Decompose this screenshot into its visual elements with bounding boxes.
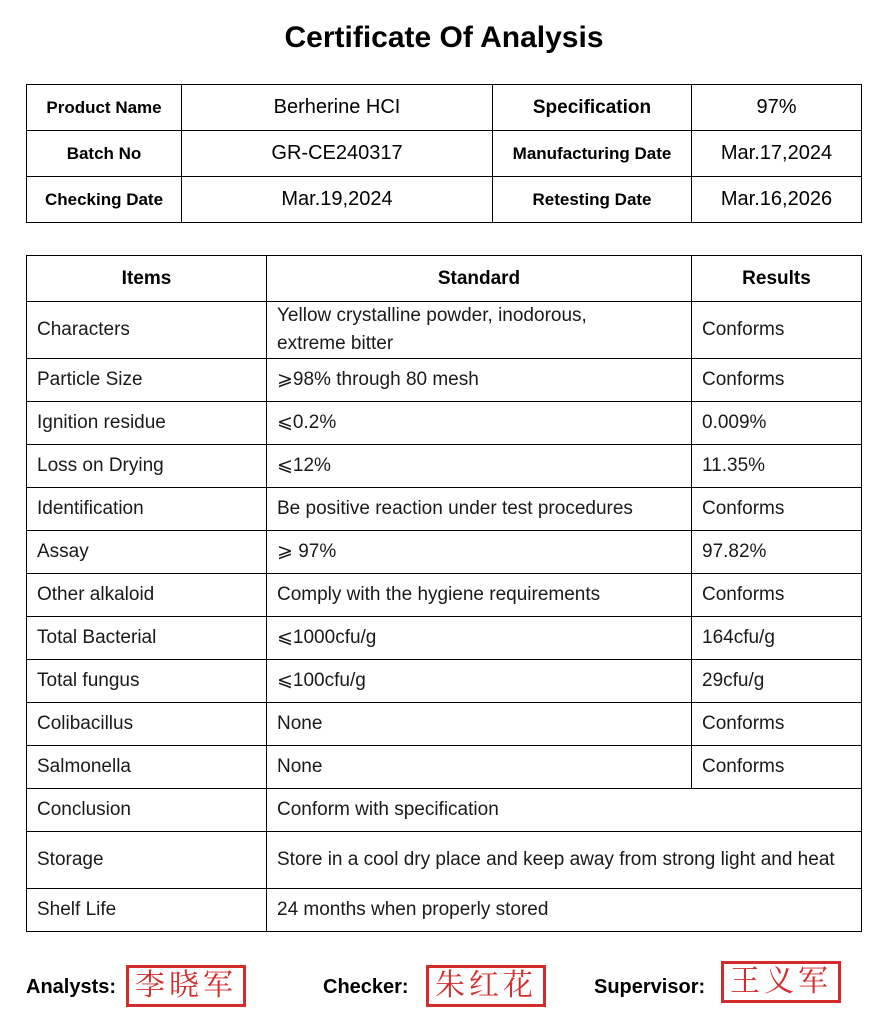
checker-label: Checker:	[323, 976, 409, 998]
checking-date-label: Checking Date	[27, 177, 182, 223]
result-cell: Conforms	[692, 359, 862, 402]
standard-cell: ⩽12%	[267, 445, 692, 488]
standard-cell: Comply with the hygiene requirements	[267, 574, 692, 617]
info-row	[27, 131, 862, 177]
info-row	[27, 85, 862, 131]
result-cell: 11.35%	[692, 445, 862, 488]
result-cell: 0.009%	[692, 402, 862, 445]
result-cell: Conforms	[692, 703, 862, 746]
result-cell: Conforms	[692, 746, 862, 789]
table-row	[27, 574, 862, 617]
signature-row	[0, 960, 888, 1014]
table-row	[27, 746, 862, 789]
table-row	[27, 703, 862, 746]
result-cell: Conforms	[692, 302, 862, 359]
standard-cell: None	[267, 703, 692, 746]
conclusion-label: Conclusion	[27, 789, 267, 832]
conclusion-row	[27, 789, 862, 832]
standard-cell: Yellow crystalline powder, inodorous, extreme bitter	[267, 302, 692, 359]
analysts-seal: 李晓军	[126, 965, 246, 1007]
result-cell: 97.82%	[692, 531, 862, 574]
item-cell: Total fungus	[27, 660, 267, 703]
standard-cell: ⩽100cfu/g	[267, 660, 692, 703]
manufacturing-date-value: Mar.17,2024	[692, 131, 862, 177]
supervisor-label: Supervisor:	[594, 976, 706, 998]
table-row	[27, 617, 862, 660]
shelf-life-value: 24 months when properly stored	[267, 889, 862, 932]
item-cell: Identification	[27, 488, 267, 531]
info-row	[27, 177, 862, 223]
standard-cell: ⩾98% through 80 mesh	[267, 359, 692, 402]
conclusion-value: Conform with specification	[267, 789, 862, 832]
supervisor-seal: 王义军	[721, 961, 841, 1003]
retesting-date-value: Mar.16,2026	[692, 177, 862, 223]
table-row	[27, 359, 862, 402]
item-cell: Total Bacterial	[27, 617, 267, 660]
table-row	[27, 402, 862, 445]
storage-label: Storage	[27, 832, 267, 889]
standard-cell: Be positive reaction under test procedures	[267, 488, 692, 531]
checker-seal: 朱红花	[426, 965, 546, 1007]
product-info-table	[26, 84, 862, 223]
specification-value: 97%	[692, 85, 862, 131]
standard-cell: ⩽0.2%	[267, 402, 692, 445]
storage-value: Store in a cool dry place and keep away from strong light and heat	[267, 832, 862, 889]
result-cell: Conforms	[692, 574, 862, 617]
manufacturing-date-label: Manufacturing Date	[493, 131, 692, 177]
batch-no-value: GR-CE240317	[182, 131, 493, 177]
table-row	[27, 488, 862, 531]
document-title: Certificate Of Analysis	[284, 21, 604, 54]
storage-row	[27, 832, 862, 889]
analysis-header-row	[27, 256, 862, 302]
table-row	[27, 302, 862, 359]
result-cell: Conforms	[692, 488, 862, 531]
shelf-life-row	[27, 889, 862, 932]
item-cell: Salmonella	[27, 746, 267, 789]
item-cell: Ignition residue	[27, 402, 267, 445]
item-cell: Characters	[27, 302, 267, 359]
product-name-value: Berherine HCI	[182, 85, 493, 131]
checking-date-value: Mar.19,2024	[182, 177, 493, 223]
table-row	[27, 445, 862, 488]
batch-no-label: Batch No	[27, 131, 182, 177]
analysts-label: Analysts:	[26, 976, 117, 998]
standard-cell: ⩾ 97%	[267, 531, 692, 574]
standard-cell: None	[267, 746, 692, 789]
standard-header: Standard	[267, 256, 692, 302]
item-cell: Loss on Drying	[27, 445, 267, 488]
result-cell: 164cfu/g	[692, 617, 862, 660]
items-header: Items	[27, 256, 267, 302]
item-cell: Other alkaloid	[27, 574, 267, 617]
table-row	[27, 531, 862, 574]
item-cell: Particle Size	[27, 359, 267, 402]
shelf-life-label: Shelf Life	[27, 889, 267, 932]
item-cell: Assay	[27, 531, 267, 574]
specification-label: Specification	[493, 85, 692, 131]
standard-cell: ⩽1000cfu/g	[267, 617, 692, 660]
product-name-label: Product Name	[27, 85, 182, 131]
table-row	[27, 660, 862, 703]
results-header: Results	[692, 256, 862, 302]
analysis-table	[26, 255, 862, 932]
retesting-date-label: Retesting Date	[493, 177, 692, 223]
item-cell: Colibacillus	[27, 703, 267, 746]
result-cell: 29cfu/g	[692, 660, 862, 703]
